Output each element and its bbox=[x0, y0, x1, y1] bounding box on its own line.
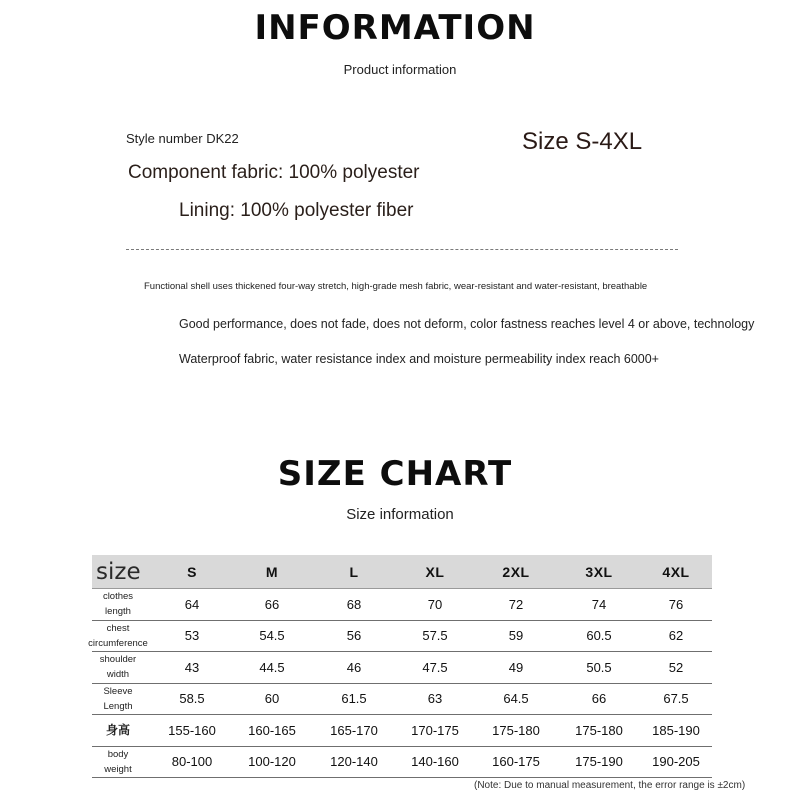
table-cell: 175-190 bbox=[575, 754, 623, 770]
table-cell: 47.5 bbox=[422, 659, 448, 675]
table-cell: 160-165 bbox=[248, 722, 296, 738]
row-label: Sleeve Length bbox=[103, 685, 133, 712]
row-label: shoulder width bbox=[99, 654, 137, 681]
size-range: Size S-4XL bbox=[522, 128, 643, 155]
table-cell: 57.5 bbox=[422, 628, 448, 644]
size-header-xl: XL bbox=[425, 563, 445, 580]
size-header-4xl: 4XL bbox=[662, 563, 690, 580]
row-label: clothes length bbox=[102, 591, 134, 618]
row-label: chest circumference bbox=[88, 622, 148, 649]
table-cell: 58.5 bbox=[179, 691, 205, 707]
table-cell: 63 bbox=[427, 691, 443, 707]
table-cell: 72 bbox=[508, 596, 524, 612]
table-cell: 62 bbox=[668, 628, 684, 644]
table-cell: 155-160 bbox=[168, 722, 216, 738]
table-cell: 70 bbox=[427, 596, 443, 612]
lining-fabric: Lining: 100% polyester fiber bbox=[179, 200, 414, 221]
size-table bbox=[88, 555, 712, 778]
table-cell: 190-205 bbox=[652, 754, 700, 770]
performance-text: Good performance, does not fade, does not deform, color fastness reaches level 4 or above, technology bbox=[179, 317, 755, 331]
table-cell: 53 bbox=[184, 628, 200, 644]
table-cell: 120-140 bbox=[330, 754, 378, 770]
size-header-s: S bbox=[187, 563, 197, 580]
table-row bbox=[92, 589, 712, 621]
table-cell: 80-100 bbox=[171, 754, 213, 770]
waterproof-text: Waterproof fabric, water resistance index and moisture permeability index reach 6000+ bbox=[179, 352, 659, 366]
table-cell: 66 bbox=[264, 596, 280, 612]
table-cell: 60 bbox=[264, 691, 280, 707]
size-information-subtitle: Size information bbox=[346, 506, 454, 523]
table-cell: 185-190 bbox=[652, 722, 700, 738]
table-cell: 74 bbox=[591, 596, 607, 612]
table-cell: 68 bbox=[346, 596, 362, 612]
functional-shell-text: Functional shell uses thickened four-way stretch, high-grade mesh fabric, wear-resistant and water-resistant, breathable bbox=[144, 281, 648, 292]
table-cell: 60.5 bbox=[586, 628, 612, 644]
size-chart-title: SIZE CHART bbox=[277, 454, 513, 494]
size-header-m: M bbox=[265, 563, 279, 580]
table-cell: 160-175 bbox=[492, 754, 540, 770]
table-cell: 175-180 bbox=[492, 722, 540, 738]
table-row bbox=[92, 715, 712, 747]
information-title: INFORMATION bbox=[254, 8, 536, 48]
table-row bbox=[92, 684, 712, 716]
table-cell: 44.5 bbox=[259, 659, 285, 675]
table-cell: 165-170 bbox=[330, 722, 378, 738]
measurement-note: (Note: Due to manual measurement, the error range is ±2cm) bbox=[474, 780, 746, 791]
table-cell: 56 bbox=[346, 628, 362, 644]
table-cell: 43 bbox=[184, 659, 200, 675]
table-cell: 170-175 bbox=[411, 722, 459, 738]
size-table-header bbox=[92, 555, 712, 589]
row-label: 身高 bbox=[105, 722, 130, 737]
size-table-body bbox=[88, 589, 712, 778]
table-cell: 67.5 bbox=[663, 691, 689, 707]
table-row bbox=[92, 747, 712, 779]
table-cell: 175-180 bbox=[575, 722, 623, 738]
table-cell: 52 bbox=[668, 659, 684, 675]
table-cell: 50.5 bbox=[586, 659, 612, 675]
table-row bbox=[92, 652, 712, 684]
size-header-3xl: 3XL bbox=[585, 563, 613, 580]
size-header-2xl: 2XL bbox=[502, 563, 530, 580]
table-cell: 64 bbox=[184, 596, 200, 612]
table-cell: 100-120 bbox=[248, 754, 296, 770]
row-label: body weight bbox=[104, 748, 132, 775]
table-row bbox=[88, 621, 712, 653]
table-cell: 46 bbox=[346, 659, 362, 675]
dashed-divider bbox=[126, 249, 678, 250]
size-header-l: L bbox=[349, 563, 359, 580]
table-cell: 140-160 bbox=[411, 754, 459, 770]
table-cell: 76 bbox=[668, 596, 684, 612]
product-information-subtitle: Product information bbox=[343, 62, 457, 77]
table-cell: 64.5 bbox=[503, 691, 529, 707]
table-cell: 59 bbox=[508, 628, 524, 644]
table-cell: 66 bbox=[591, 691, 607, 707]
size-corner-label: size bbox=[96, 559, 141, 585]
table-cell: 54.5 bbox=[259, 628, 285, 644]
component-fabric: Component fabric: 100% polyester bbox=[128, 162, 420, 183]
table-cell: 49 bbox=[508, 659, 524, 675]
table-cell: 61.5 bbox=[341, 691, 367, 707]
style-number: Style number DK22 bbox=[126, 131, 239, 146]
